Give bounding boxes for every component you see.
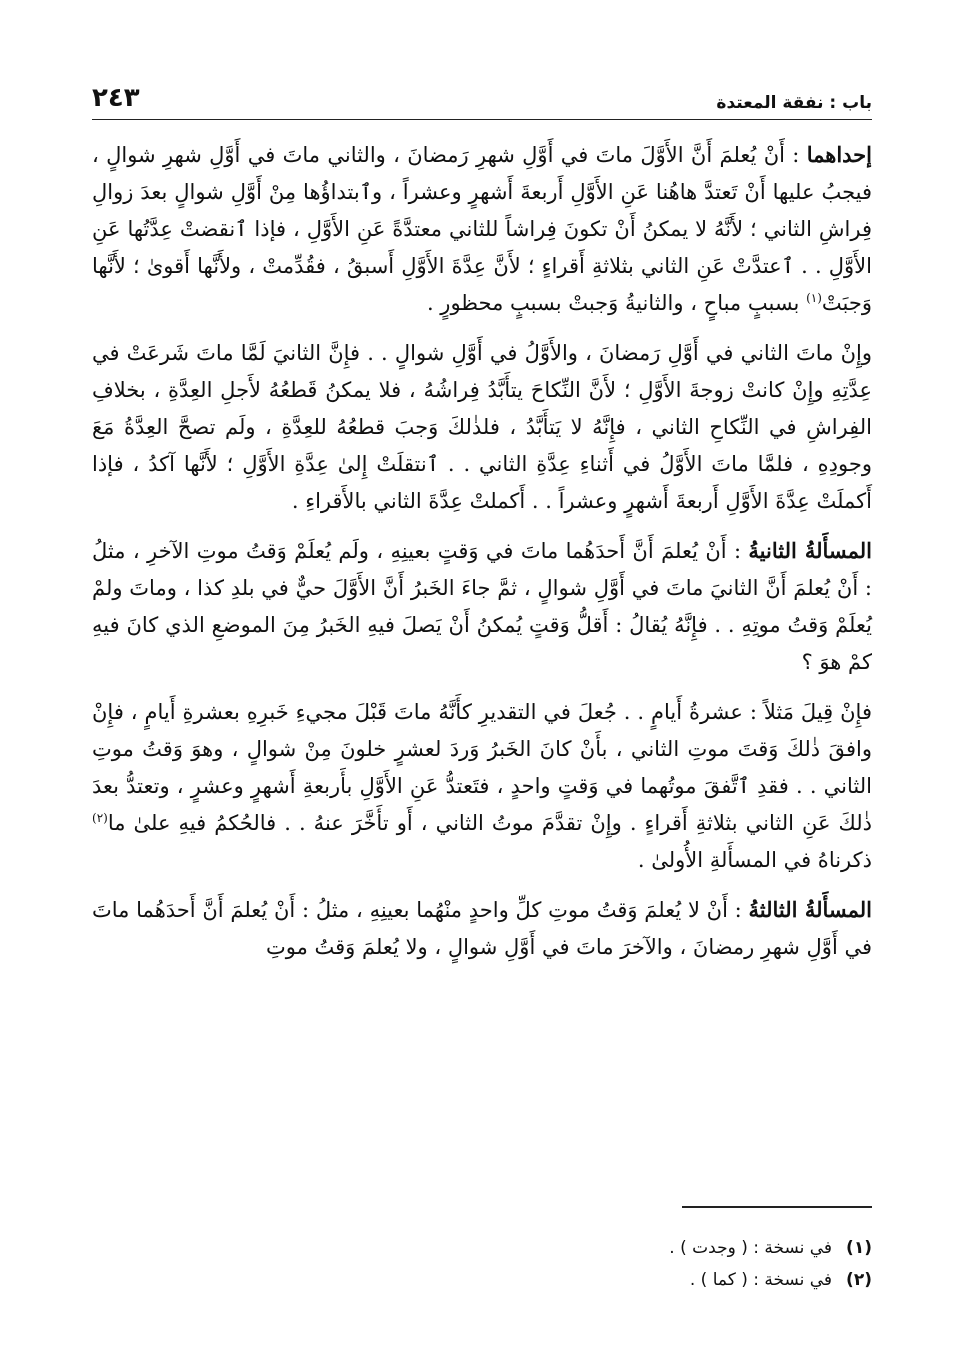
- paragraph-text: فإِنْ قِيلَ مَثلاً : عشرةُ أَيامٍ . . جُعلَ في التقديرِ كأَنَّهُ ماتَ قَبْلَ مجيءِ خَبرِهِ بعشرةِ أَيامٍ ، فإِنْ وافقَ ذٰلكَ وَقتَ موتِ الثاني ، بأَنْ كانَ الخَبرُ وَردَ لعشرٍ خلونَ مِنْ شوالٍ ، وهوَ وَقتُ موتِ الثاني . . فقدِ ٱتَّفقَ موتُهما في وَقتٍ واحدٍ ، فتَعتدُّ عَنِ الأَوَّلِ بأَربعةِ أَشهرٍ وعشرٍ ، وتعتدُّ بعدَ ذٰلكَ عَنِ الثاني بثلاثةِ أَقراءٍ . وإِنْ تقدَّمَ موتُ الثاني ، أَو تأَخَّرَ عنهُ . . فالحُكمُ فيهِ علىٰ ما: [92, 700, 872, 835]
- footnote-divider: [682, 1206, 872, 1208]
- paragraph-text: : أَنْ يُعلمَ أَنَّ أَحدَهُما ماتَ في وَقتٍ بعينِهِ ، ولَم يُعلَمْ وَقتُ موتِ الآخرِ ، مثلُ : أَنْ يُعلمَ أَنَّ الثانيَ ماتَ في أَوَّلِ شوالٍ ، ثمَّ جاءَ الخَبرُ أَنَّ الأَوَّلَ حيٌّ في بلدِ كذا ، وماتَ ولمْ يُعلَمْ وَقتُ موتِهِ . . فإِنَّهُ يُقالُ : أَقلُّ وَقتٍ يُمكنُ أَنْ يَصلَ فيهِ الخَبرُ مِنَ الموضعِ الذي كانَ فيهِ كمْ هوَ ؟: [92, 539, 872, 674]
- footnote-number: (٢): [846, 1270, 872, 1290]
- footnote-2: [92, 1264, 872, 1296]
- paragraph-text: : أَنْ لا يُعلمَ وَقتُ موتِ كلِّ واحدٍ منْهُما بعينِهِ ، مثلُ : أَنْ يُعلمَ أَنَّ أَحدَهُما ماتَ في أَوَّلِ شهرِ رمضانَ ، والآخرَ ماتَ في أَوَّلِ شوالٍ ، ولا يُعلمَ وَقتُ موتِ: [92, 898, 872, 959]
- footnote-number: (١): [846, 1238, 872, 1258]
- footnote-text: في نسخة : ( كما ) .: [689, 1270, 833, 1290]
- paragraph-lead: إحداهما: [806, 142, 872, 167]
- paragraph-3: [92, 532, 872, 681]
- main-text: [92, 136, 872, 978]
- paragraph-tail: ذكرناهُ في المسأَلةِ الأُولىٰ .: [637, 848, 872, 872]
- paragraph-5: [92, 891, 872, 966]
- footnote-reference-1[interactable]: (١): [806, 291, 822, 305]
- footnote-reference-2[interactable]: (٢): [92, 811, 108, 825]
- running-head: باب : نفقة المعتدة: [716, 93, 872, 113]
- paragraph-4: [92, 693, 872, 879]
- paragraph-tail: بسببٍ مباحٍ ، والثانيةُ وَجبتْ بسببٍ محظورٍ .: [426, 291, 807, 315]
- page-header: [92, 80, 872, 120]
- footnote-text: في نسخة : ( وجدت ) .: [669, 1238, 833, 1258]
- paragraph-lead: المسأَلةُ الثانيةُ: [748, 538, 872, 563]
- page-number: ٢٤٣: [92, 83, 140, 113]
- footnote-1: [92, 1232, 872, 1264]
- paragraph-lead: المسأَلةُ الثالثةُ: [748, 897, 872, 922]
- paragraph-text: وإِنْ ماتَ الثاني في أَوَّلِ رَمضانَ ، والأَوَّلُ في أَوَّلِ شوالٍ . . فإِنَّ الثانيَ لَمَّا ماتَ شَرعَتْ في عِدَّتِهِ وإِنْ كانتْ زوجةَ الأَوَّلِ ؛ لأَنَّ النِّكاحَ يتأَبَّدُ فِراشُهُ ، فلا يمكنُ قَطعُهُ لأَجلِ العِدَّةِ ، بخلافِ الفِراشِ في النِّكاحِ الثاني ، فإِنَّهُ لا يَتأَبَّدُ ، فلذٰلكَ وَجبَ قطعُهُ للعِدَّةِ ، ولَم تصحَّ العِدَّةُ مَعَ وجودِهِ ، فلمَّا ماتَ الأَوَّلُ في أَثناءِ عِدَّةِ الثاني . . ٱنتقلَتْ إِلىٰ عِدَّةِ الأَوَّلِ ؛ لأَنَّها آكدُ ، فإذا أَكملَتْ عِدَّةَ الأَوَّلِ أَربعةَ أَشهرٍ وعشراً . . أَكملتْ عِدَّةَ الثاني بالأَقراءِ .: [92, 341, 872, 513]
- paragraph-text: : أَنْ يُعلمَ أَنَّ الأَوَّلَ ماتَ في أَوَّلِ شهرِ رَمضانَ ، والثاني ماتَ في أَوَّلِ شهرِ شوالٍ ، فيجبُ عليها أَنْ تَعتدَّ هاهُنا عَنِ الأَوَّلِ أَربعةَ أَشهرٍ وعشراً ، وٱبتداؤُها مِنْ أَوَّلِ شوالٍ بعدَ زوالِ فِراشِ الثاني ؛ لأَنَّهُ لا يمكنُ أَنْ تكونَ فِراشاً للثاني معتدَّةً عَنِ الأَوَّلِ ، فإذا ٱنقضتْ عِدَّتُها عَنِ الأَوَّلِ . . ٱعتدَّتْ عَنِ الثاني بثلاثةِ أَقراءٍ ؛ لأَنَّ عِدَّةَ الأَوَّلِ أَسبقُ ، فقُدِّمتْ ، ولأَنَّها أَقوىٰ ؛ لأَنَّها وَجبَتْ: [92, 143, 872, 315]
- paragraph-1: [92, 136, 872, 322]
- paragraph-2: [92, 334, 872, 520]
- footnotes: [92, 1232, 872, 1296]
